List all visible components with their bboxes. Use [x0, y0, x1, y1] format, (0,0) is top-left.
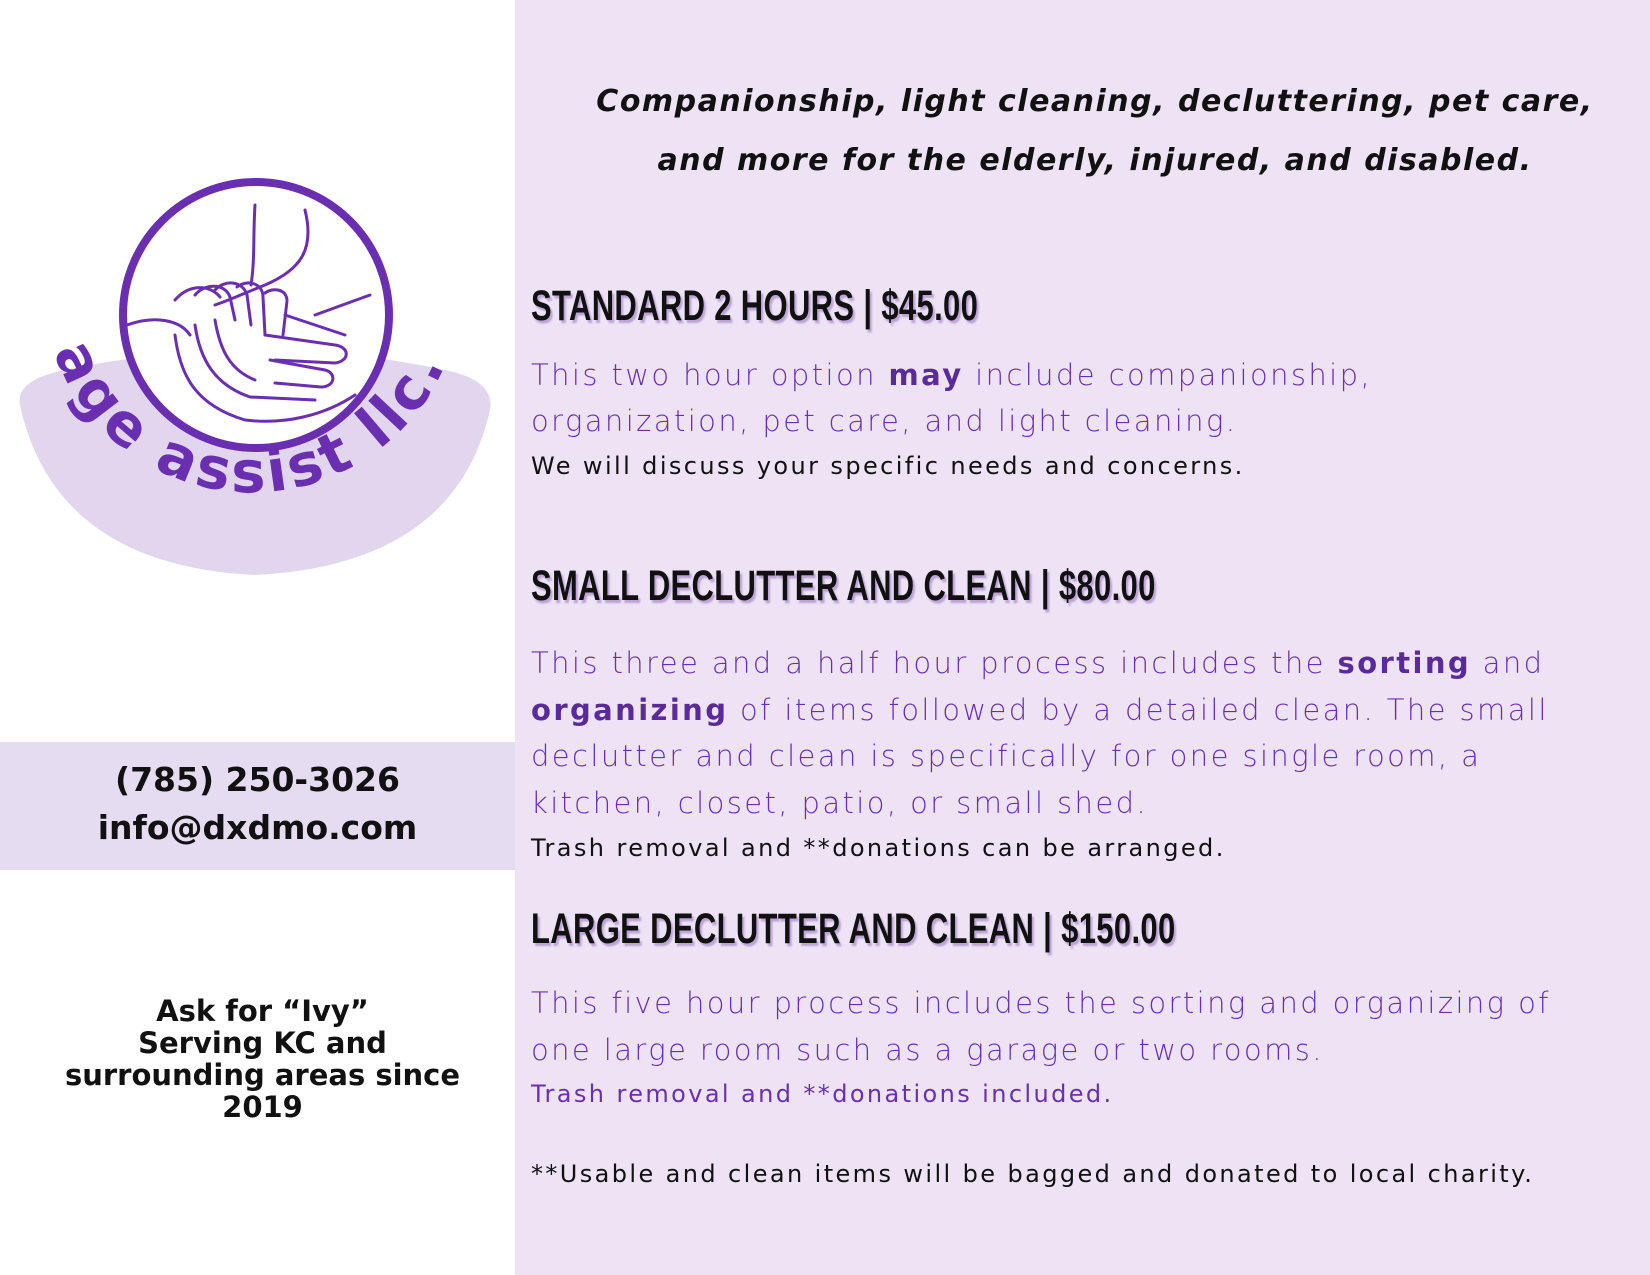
small-desc-line-4: kitchen, closet, patio, or small shed.: [531, 786, 1148, 820]
large-note: Trash removal and **donations included.: [531, 1080, 1114, 1108]
tagline: [560, 72, 1630, 190]
standard-desc-line-2: organization, pet care, and light cleaning.: [531, 404, 1238, 438]
contact-block: [0, 742, 515, 870]
ask-line-1: Ask for “Ivy”: [156, 994, 369, 1028]
small-desc-line-3: declutter and clean is specifically for one single room, a: [531, 739, 1482, 773]
small-desc-line-2: organizing of items followed by a detailed clean. The small: [531, 693, 1549, 727]
standard-desc-line-1: This two hour option may include companionship,: [531, 358, 1373, 392]
small-desc-line-1: This three and a half hour process includes the sorting and: [531, 646, 1545, 680]
service-area-note: [20, 995, 505, 1123]
tagline-line-2: and more for the elderly, injured, and disabled.: [657, 143, 1533, 178]
large-desc-line-2: one large room such as a garage or two rooms.: [531, 1033, 1324, 1067]
phone-number[interactable]: (785) 250-3026: [115, 760, 400, 799]
small-note: Trash removal and **donations can be arranged.: [531, 834, 1226, 862]
left-panel: [0, 0, 515, 1275]
logo-text: age assist llc.: [40, 329, 460, 507]
large-title: LARGE DECLUTTER AND CLEAN | $150.00: [531, 905, 1176, 953]
large-desc-line-1: This five hour process includes the sorting and organizing of: [531, 986, 1551, 1020]
tagline-line-1: Companionship, light cleaning, decluttering, pet care,: [596, 84, 1594, 119]
donation-footnote: **Usable and clean items will be bagged and donated to local charity.: [531, 1160, 1535, 1188]
logo: [15, 175, 495, 595]
ask-line-4: 2019: [222, 1090, 303, 1124]
email-address[interactable]: info@dxdmo.com: [97, 808, 418, 847]
ask-line-2: Serving KC and: [138, 1026, 387, 1060]
ask-line-3: surrounding areas since: [64, 1058, 461, 1092]
standard-note: We will discuss your specific needs and concerns.: [531, 452, 1245, 480]
standard-title: STANDARD 2 HOURS | $45.00: [531, 282, 979, 330]
small-title: SMALL DECLUTTER AND CLEAN | $80.00: [531, 562, 1156, 610]
